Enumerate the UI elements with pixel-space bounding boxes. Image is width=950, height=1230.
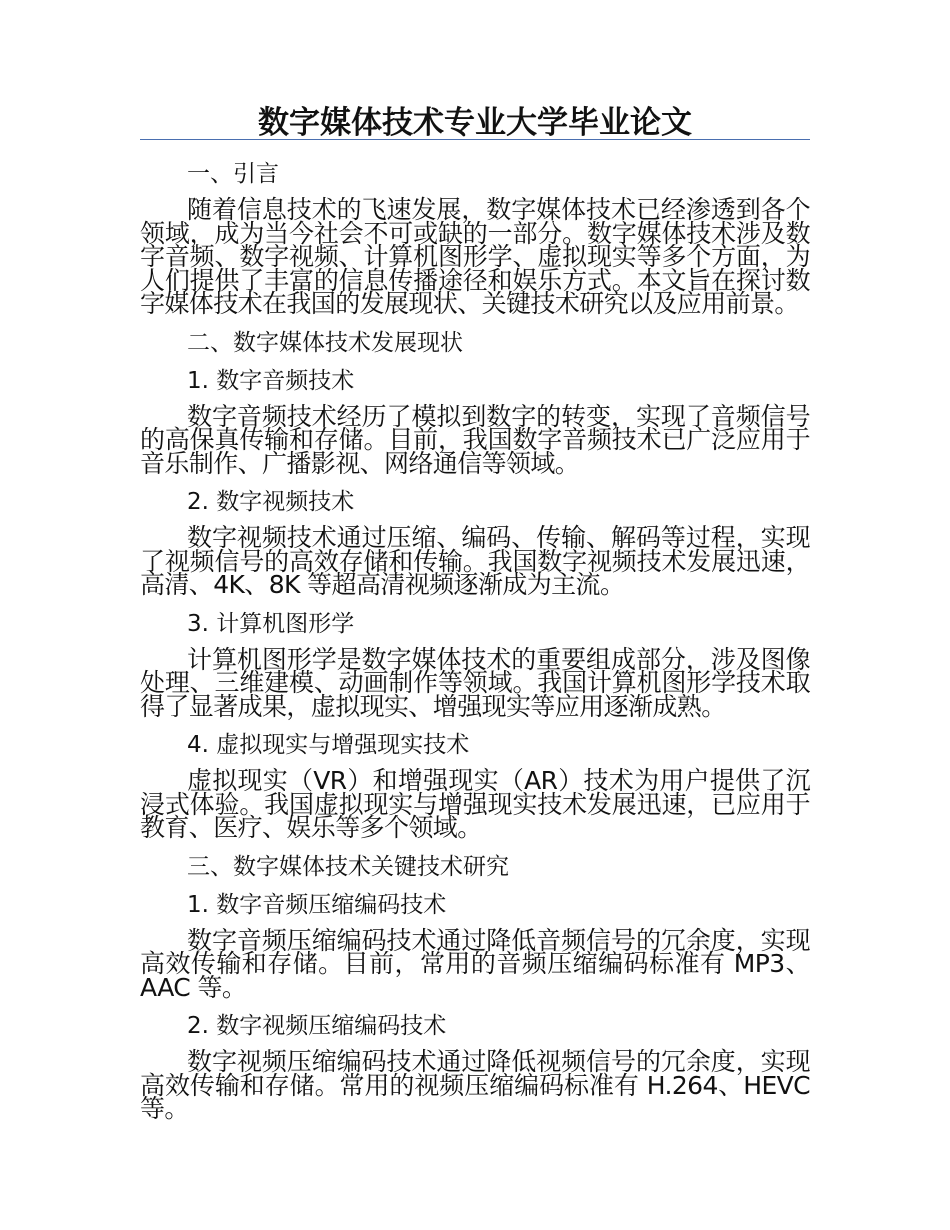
section-heading-intro: 一、引言 (187, 161, 279, 187)
paragraph-video: 数字视频技术通过压缩、编码、传输、解码等过程，实现了视频信号的高效存储和传输。我国数字视频技术发展迅速，高清、4K、8K 等超高清视频逐渐成为主流。 (140, 523, 810, 599)
subsection-heading-graphics: 3. 计算机图形学 (187, 610, 355, 637)
paragraph-video-codec: 数字视频压缩编码技术通过降低视频信号的冗余度，实现高效传输和存储。常用的视频压缩编码标准有 H.264、HEVC 等。 (140, 1047, 810, 1123)
document-body (140, 158, 810, 1132)
title-underline (140, 139, 810, 140)
document-title: 数字媒体技术专业大学毕业论文 (258, 105, 692, 141)
subsection-heading-vr-ar: 4. 虚拟现实与增强现实技术 (187, 732, 470, 758)
paragraph-audio: 数字音频技术经历了模拟到数字的转变，实现了音频信号的高保真传输和存储。目前，我国数字音频技术已广泛应用于音乐制作、广播影视、网络通信等领域。 (140, 401, 810, 478)
paragraph-vr-ar: 虚拟现实（VR）和增强现实（AR）技术为用户提供了沉浸式体验。我国虚拟现实与增强现实技术发展迅速，已应用于教育、医疗、娱乐等多个领域。 (140, 766, 810, 842)
section-heading-status: 二、数字媒体技术发展现状 (187, 329, 463, 356)
subsection-heading-audio-codec: 1. 数字音频压缩编码技术 (187, 891, 447, 918)
subsection-heading-video: 2. 数字视频技术 (187, 489, 355, 515)
paragraph-graphics: 计算机图形学是数字媒体技术的重要组成部分，涉及图像处理、三维建模、动画制作等领域。我国计算机图形学技术取得了显著成果，虚拟现实、增强现实等应用逐渐成熟。 (140, 644, 810, 721)
section-heading-key-tech: 三、数字媒体技术关键技术研究 (187, 853, 509, 880)
subsection-heading-audio: 1. 数字音频技术 (187, 367, 355, 394)
paragraph-audio-codec: 数字音频压缩编码技术通过降低音频信号的冗余度，实现高效传输和存储。目前，常用的音频压缩编码标准有 MP3、AAC 等。 (140, 925, 810, 1002)
paragraph-intro: 随着信息技术的飞速发展，数字媒体技术已经渗透到各个领域，成为当今社会不可或缺的一部分。数字媒体技术涉及数字音频、数字视频、计算机图形学、虚拟现实等多个方面，为人们提供了丰富的信息传播途径和娱乐方式。本文旨在探讨数字媒体技术在我国的发展现状、关键技术研究以及应用前景。 (140, 195, 810, 318)
subsection-heading-video-codec: 2. 数字视频压缩编码技术 (187, 1013, 447, 1039)
